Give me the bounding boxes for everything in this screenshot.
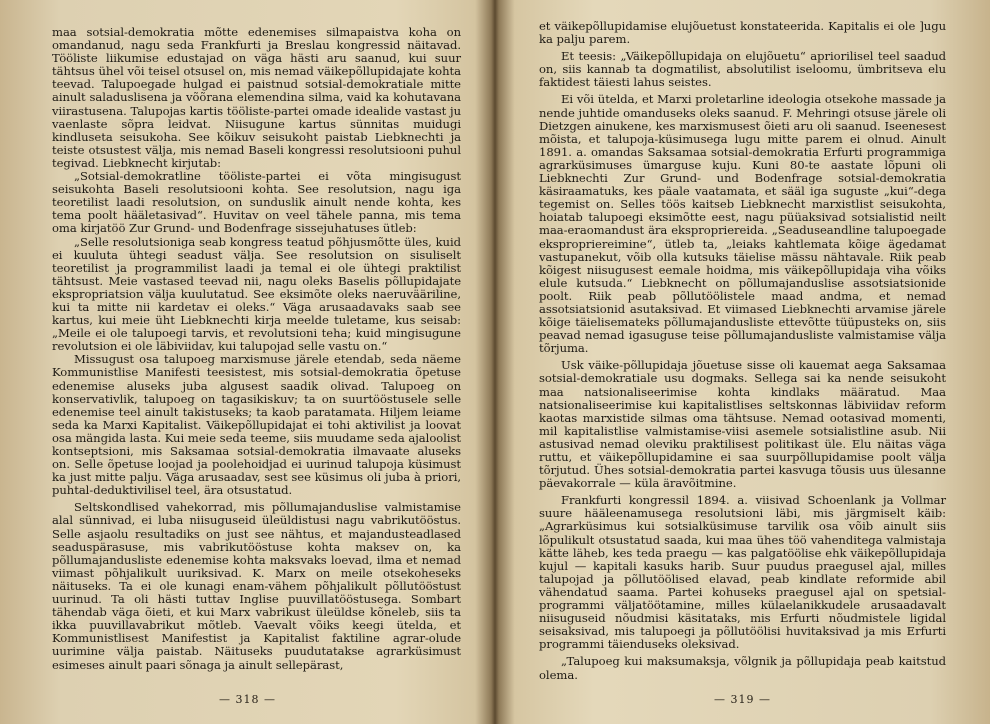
paragraph: Ei või ütelda, et Marxi proletarline ideologia otsekohe massade ja nende juhtide omanduseks oleks saanud. F. Mehringi otsuse järele oli Dietzgen ainukene, kes marxismusest õieti aru oli saanud. Iseenesest mõista, et talupoja-küsimusega lugu mitte parem ei olnud. Ainult 1891. a. omandas Saksamaa sotsial-demokratia Erfurti programmiga agrarküsimuses ümarguse kuju. Kuni 80-te aastate lõpuni oli Liebknechti Zur Grund- und Bodenfrage sotsial-demokratia käsiraamatuks, kes päale vaatamata, et sääl iga suguste „kui“-dega tegemist on. Selles töös kaitseb Liebknecht marxistlist seisukohta, hoiatab talupoegi eksimõtte eest, nagu püüaksivad sotsialistid neilt maa-eraomandust ära ekspropriereida. „Seaduseandline talupoegade ekspropriereimine“, ütleb ta, „leiaks kahtlemata kõige ägedamat vastupanekut, võib olla kutsuks täielise mässu nähtavale. Riik peab kõigest niisugusest eemale hoidma, mis väikepõllupidaja viha võiks elule kutsuda.“ Liebknecht on põllumajanduslise assotsiatsionide poolt. Riik peab põllutöölistele maad andma, et nemad assotsiatsionid asutaksivad. Et viimased Liebknechti arvamise järele kõige täielisemateks põllumajandusliste ettevõtte tüüpusteks on, siis peavad nemad igasuguse teise põllumajandusliste valmistamise välja tõrjuma. [539,92,946,356]
paragraph: Frankfurti kongressil 1894. a. viisivad Schoenlank ja Vollmar suure hääleenamusega resolutsioni läbi, mis järgmiselt käib: „Agrarküsimus kui sotsialküsimuse tarvilik osa võib ainult siis lõpulikult otsustatud saada, kui maa ühes töö vahenditega valmistaja kätte läheb, kes teda praegu — kas palgatöölise ehk väikepõllupidaja kujul — kapitali kasuks harib. Suur puudus praegusel ajal, milles talupojad ja põllutöölised elavad, peab kindlate reformide abil vähendatud saama. Partei kohuseks praegusel ajal on spetsial-programmi väljatöötamine, milles külaelanikkudele arusaadavalt niisuguseid nõudmisi käsitataks, mis Erfurti nõudmistele ligidal seisaksivad, mis talupoegi ja põllutöölisi huvitaksivad ja mis Erfurti programmi täienduseks oleksivad. [539,493,946,652]
paragraph: Usk väike-põllupidaja jõuetuse sisse oli kauemat aega Saksamaa sotsial-demokratiale usu dogmaks. Sellega sai ka nende seisukoht maa natsionaliseerimise kohta kindlaks määratud. Maa natsionaliseerimise kui kapitalistlises seltskonnas läbiviidav reform kaotas marxistide silmas oma tähtsuse. Nemad ootasivad momenti, mil kapitalistlise valmistamise-viisi asemele sotsialistline asub. Nii astusivad nemad oleviku praktilisest politikast üle. Elu näitas väga ruttu, et väikepõllupidamine ei saa suurpõllupidamise poolt välja tõrjutud. Ühes sotsial-demokratia partei kasvuga tõusis uus ülesanne päevakorrale — küla äravõitmine. [539,358,946,491]
paragraph: maa sotsial-demokratia mõtte edenemises silmapaistva koha on omandanud, nagu seda Frankfurti ja Breslau kongressid näitavad. Tööliste liikumise edustajad on väga hästi aru saanud, kui suur tähtsus ühel või teisel otsusel on, mis nemad väikepõllupidajate kohta teevad. Talupoegade hulgad ei paistnud sotsial-demokratiale mitte ainult saladuslisena ja võõrana elemendina silma, vaid ka kohutavana viirastusena. Talupojas kartis tööliste-partei omade idealide vastast ju vaenlaste sõpra leidvat. Niisugune kartus sünnitas muidugi kindluseta seisukoha. See kõikuv seisukoht paistab Liebknechti ja teiste otsustest välja, mis nemad Baseli kongressi resolutsiooni puhul tegivad. Liebknecht kirjutab: [52,25,461,170]
left-page-text [52,26,461,672]
paragraph: Seltskondlised vahekorrad, mis põllumajanduslise valmistamise alal sünnivad, ei luba niisuguseid üleüldistusi nagu vabrikutööstus. Selle asjaolu resultadiks on just see nähtus, et majandusteadlased seaduspärasuse, mis vabrikutööstuse kohta maksev on, ka põllumajandusliste edenemise kohta maksvaks loevad, ilma et nemad viimast põhjalikult uuriksivad. K. Marx on meile otsekoheseks näituseks. Ta ei ole kunagi enam-vähem põhjalikult põllutööstust uurinud. Ta oli hästi tuttav Inglise puuvillatööstusega. Sombart tähendab väga õieti, et kui Marx vabrikust üleüldse kõneleb, siis ta ikka puuvillavabrikut mõtleb. Vaevalt võiks keegi ütelda, et Kommunistlisest Manifestist ja Kapitalist faktiline agrar-olude uurimine välja paistab. Näituseks puudutatakse agrarküsimust esimeses ainult paari sõnaga ja ainult sellepärast, [52,500,461,672]
paragraph: „Selle resolutsioniga seab kongress teatud põhjusmõtte üles, kuid ei kuuluta ühtegi seadust välja. See resolutsion on sisuliselt teoretilist ja programmilist laadi ja temal ei ole ühtegi praktilist tähtsust. Meie vastased teevad nii, nagu oleks Baselis põllupidajate ekspropriatsion välja kuulutatud. See eksimõte oleks naeruvääriline, kui ta mitte nii kardetav ei oleks.“ Väga arusaadavaks saab see kartus, kui meie üht Liebknechti kirja meelde tuletame, kus seisab: „Meile ei ole talupoegi tarvis, et revolutsioni teha; kuid mingisugune revolutsion ei ole läbiviidav, kui talupojad selle vastu on.“ [52,234,461,354]
right-page-text [539,20,946,682]
paragraph: „Talupoeg kui maksumaksja, võlgnik ja põllupidaja peab kaitstud olema. [539,654,946,682]
page-number: — 319 — [714,693,771,706]
right-page [495,0,990,724]
paragraph: et väikepõllupidamise elujõuetust konstateerida. Kapitalis ei ole ]ugu ka palju parem. [539,19,946,47]
paragraph: Et teesis: „Väikepõllupidaja on elujõuetu“ apriorilisel teel saadud on, siis kannab ta dogmatilist, absolutilist iseloomu, ümbritseva elu faktidest täiesti lahus seistes. [539,49,946,90]
paragraph: Missugust osa talupoeg marxismuse järele etendab, seda näeme Kommunistlise Manifesti teesistest, mis sotsial-demokratia õpetuse edenemise aluseks juba algusest saadik olivad. Talupoeg on konservativlik, talupoeg on tagasikiskuv; ta on suurtööstusele selle edenemise teel ainult takistuseks; ta kaob paratamata. Hiljem leiame seda ka Marxi Kapitalist. Väikepõllupidajat ei tohi aktivilist ja loovat osa mängida lasta. Kui meie seda teeme, siis muudame seda ajaloolist kontseptsioni, mis Saksamaa sotsial-demokratia ilmavaate aluseks on. Selle õpetuse loojad ja poolehoidjad ei uurinud talupoja küsimust ka just mitte palju. Väga arusaadav, sest see küsimus oli juba à priori, puhtal-deduktivilisel teel, ära otsustatud. [52,352,461,498]
page-number: — 318 — [219,693,276,706]
paragraph: „Sotsial-demokratline tööliste-partei ei võta mingisugust seisukohta Baseli resolutsiooni kohta. See resolutsion, nagu iga teoretilist laadi resolutsion, on sunduslik ainult nende kohta, kes tema poolt hääletasivad“. Huvitav on veel tähele panna, mis tema oma kirjatöö Zur Grund- und Bodenfrage sissejuhatuses ütleb: [52,169,461,236]
